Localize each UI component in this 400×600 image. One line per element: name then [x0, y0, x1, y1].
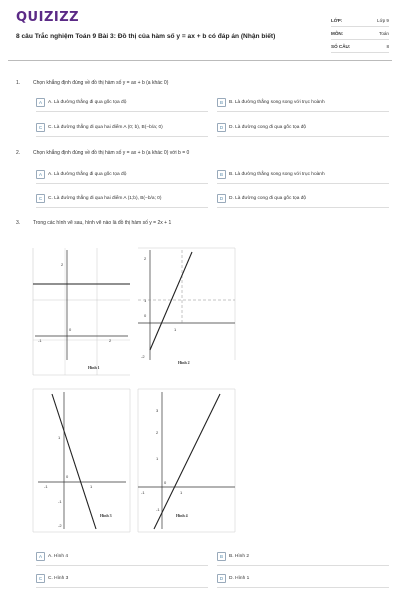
meta-key: SỐ CÂU: — [331, 43, 351, 49]
svg-text:1: 1 — [180, 490, 183, 495]
figure-caption: Hình 4 — [176, 513, 188, 518]
option-d[interactable] — [217, 123, 306, 132]
option-underline — [217, 206, 389, 208]
option-text: A. Là đường thẳng đi qua gốc tọa độ — [48, 100, 127, 105]
option-letter: B — [217, 98, 226, 107]
option-text: B. Là đường thẳng song song với trục hoành — [229, 172, 325, 177]
meta-key: MÔN: — [331, 30, 344, 36]
option-text: B. Là đường thẳng song song với trục hoành — [229, 100, 325, 105]
option-d[interactable] — [217, 574, 249, 583]
question-text: Chọn khẳng định đúng về đồ thị hàm số y = ax + b (a khác 0) — [33, 80, 169, 86]
meta-row-count — [331, 40, 389, 53]
svg-text:2: 2 — [109, 338, 112, 343]
svg-text:3: 3 — [156, 408, 159, 413]
option-underline — [36, 564, 208, 566]
svg-text:-1: -1 — [156, 507, 160, 512]
meta-key: LỚP: — [331, 17, 343, 23]
option-text: C. Hình 3 — [48, 576, 69, 581]
option-underline — [217, 135, 389, 137]
option-underline — [217, 586, 389, 588]
page-title: 8 câu Trắc nghiệm Toán 9 Bài 3: Đồ thị của hàm số y = ax + b có đáp án (Nhận biết) — [16, 33, 276, 40]
option-c[interactable] — [36, 123, 163, 132]
option-c[interactable] — [36, 574, 68, 583]
svg-text:1: 1 — [90, 484, 93, 489]
svg-text:0: 0 — [144, 313, 147, 318]
svg-text:2: 2 — [144, 256, 147, 261]
option-letter: C — [36, 194, 45, 203]
option-letter: D — [217, 194, 226, 203]
svg-text:1: 1 — [156, 456, 159, 461]
option-letter: C — [36, 574, 45, 583]
option-text: C. Là đường thẳng đi qua hai điểm A (1;b), B(−b/a; 0) — [48, 196, 162, 201]
svg-text:-2: -2 — [141, 354, 145, 359]
option-text: D. Hình 1 — [229, 576, 250, 581]
option-underline — [36, 586, 208, 588]
option-letter: B — [217, 552, 226, 561]
option-letter: D — [217, 574, 226, 583]
figure-caption: Hình 2 — [178, 360, 190, 365]
option-underline — [217, 564, 389, 566]
svg-text:2: 2 — [156, 430, 159, 435]
svg-text:1: 1 — [174, 327, 177, 332]
option-underline — [217, 110, 389, 112]
option-underline — [36, 182, 208, 184]
meta-row-subject — [331, 27, 389, 40]
option-text: C. Là đường thẳng đi qua hai điểm A (0; b), B(−b/a; 0) — [48, 125, 163, 130]
option-b[interactable] — [217, 170, 325, 179]
graph-hinh-1 — [33, 248, 130, 375]
option-letter: C — [36, 123, 45, 132]
option-underline — [36, 110, 208, 112]
question-text: Chọn khẳng định đúng về đồ thị hàm số y = ax + b (a khác 0) với b = 0 — [33, 150, 190, 156]
option-letter: D — [217, 123, 226, 132]
option-letter: A — [36, 98, 45, 107]
graph-hinh-2 — [138, 248, 235, 365]
question-text: Trong các hình vẽ sau, hình vẽ nào là đồ thị hàm số y = 2x + 1 — [33, 220, 172, 226]
option-c[interactable] — [36, 194, 161, 203]
header-divider — [8, 60, 392, 61]
option-text: A. Là đường thẳng đi qua gốc tọa độ — [48, 172, 127, 177]
function-line — [154, 394, 220, 529]
question-number: 1. — [16, 80, 21, 86]
figures-row-2 — [30, 384, 240, 536]
quizizz-logo: QUIZIZZ — [16, 10, 80, 25]
svg-text:-1: -1 — [141, 490, 145, 495]
graph-hinh-3 — [33, 389, 130, 532]
svg-text:0: 0 — [69, 327, 72, 332]
meta-row-class — [331, 14, 389, 27]
meta-panel — [331, 14, 389, 53]
graph-hinh-4 — [138, 389, 235, 532]
svg-text:0: 0 — [164, 480, 167, 485]
option-letter: B — [217, 170, 226, 179]
option-b[interactable] — [217, 552, 249, 561]
option-a[interactable] — [36, 170, 126, 179]
meta-value: Toán — [379, 30, 389, 36]
svg-text:1: 1 — [144, 298, 147, 303]
svg-text:1: 1 — [58, 435, 61, 440]
svg-text:-1: -1 — [58, 499, 62, 504]
option-d[interactable] — [217, 194, 306, 203]
meta-value: 8 — [386, 43, 389, 49]
option-underline — [36, 206, 208, 208]
option-underline — [217, 182, 389, 184]
meta-value: Lớp 9 — [377, 17, 389, 23]
svg-text:-2: -2 — [58, 523, 62, 528]
option-text: D. Là đường cong đi qua gốc tọa độ — [229, 196, 307, 201]
svg-text:2: 2 — [61, 262, 64, 267]
option-text: D. Là đường cong đi qua gốc tọa độ — [229, 125, 307, 130]
option-b[interactable] — [217, 98, 325, 107]
function-line — [150, 252, 192, 350]
figure-caption: Hình 3 — [100, 513, 112, 518]
question-number: 2. — [16, 150, 21, 156]
svg-text:0: 0 — [66, 474, 69, 479]
option-a[interactable] — [36, 552, 68, 561]
svg-text:-1: -1 — [44, 484, 48, 489]
figure-caption: Hình 1 — [88, 365, 100, 370]
figures-row-1 — [30, 240, 240, 378]
svg-text:-1: -1 — [38, 338, 42, 343]
option-underline — [36, 135, 208, 137]
option-letter: A — [36, 552, 45, 561]
option-a[interactable] — [36, 98, 126, 107]
question-number: 3. — [16, 220, 21, 226]
option-letter: A — [36, 170, 45, 179]
option-text: A. Hình 4 — [48, 554, 68, 559]
option-text: B. Hình 2 — [229, 554, 249, 559]
function-line — [52, 394, 96, 529]
